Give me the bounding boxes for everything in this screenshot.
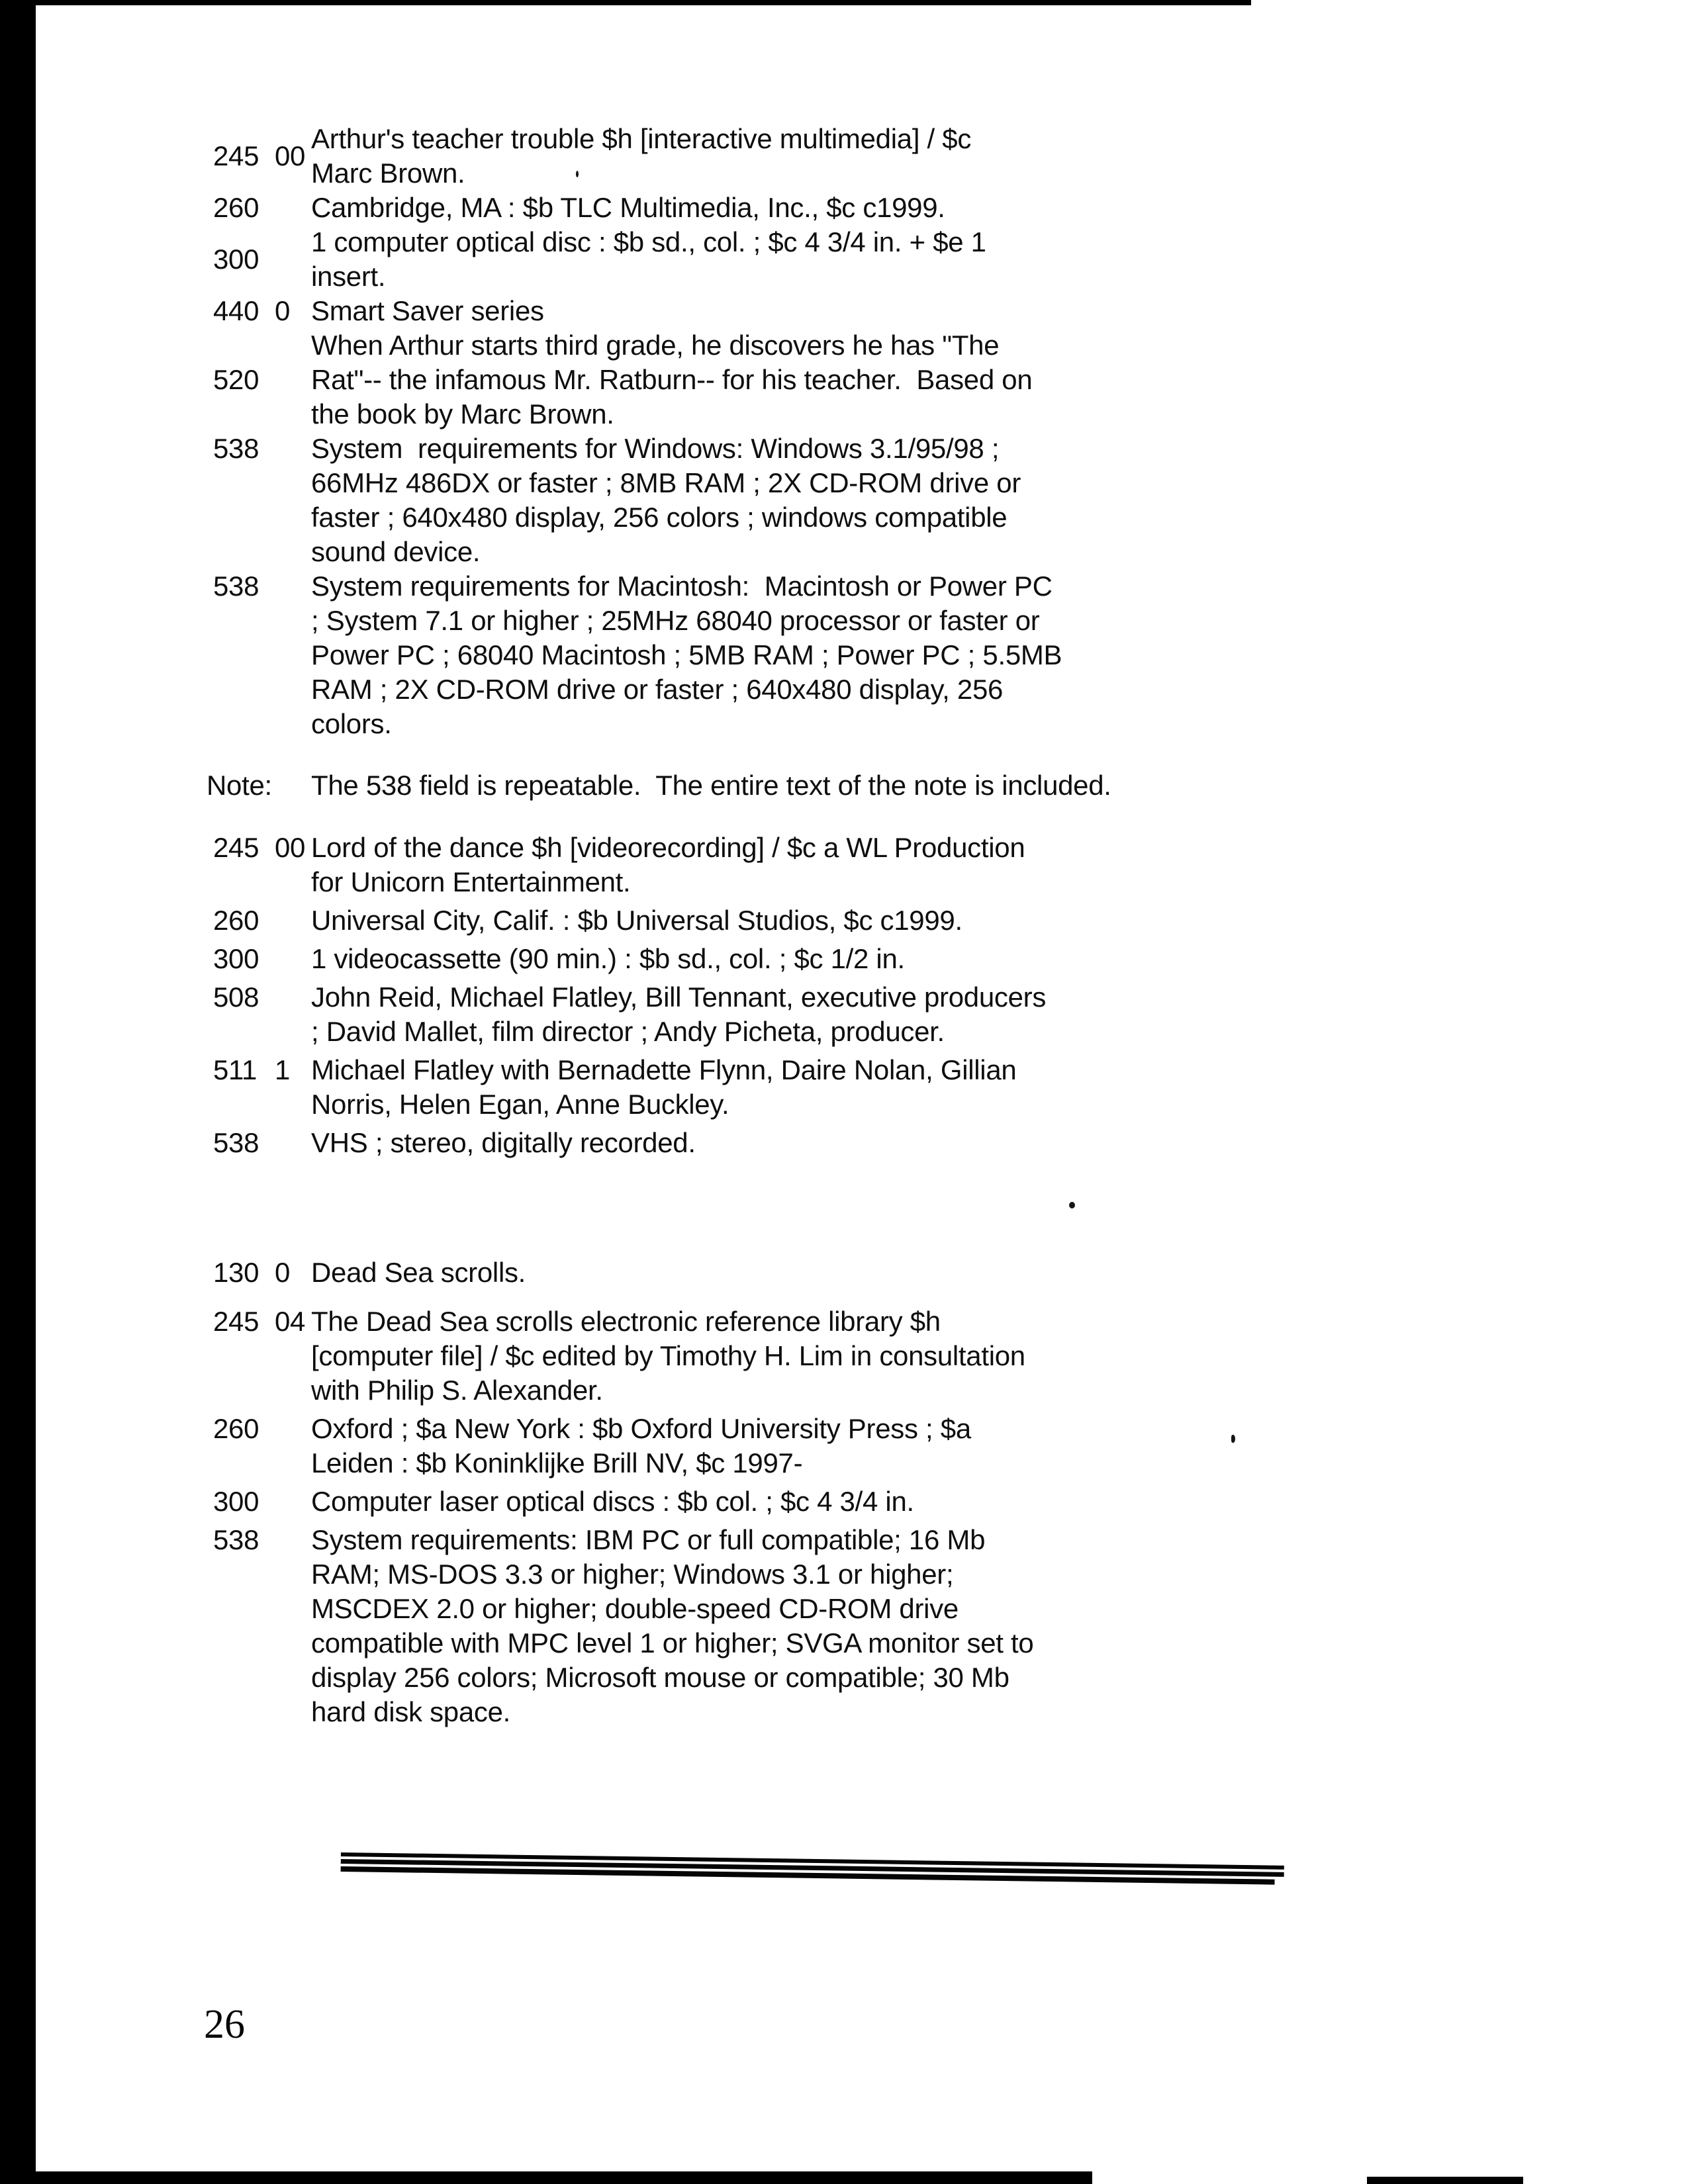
field-text-line: Power PC ; 68040 Macintosh ; 5MB RAM ; Power PC ; 5.5MB (311, 639, 1062, 670)
field-text-line: sound device. (311, 536, 481, 567)
field-text (311, 1126, 1352, 1160)
field-text (311, 1484, 1352, 1519)
marc-record-dead-sea-scrolls (213, 1255, 1352, 1729)
field-text-line: 1 computer optical disc : $b sd., col. ; $c 4 3/4 in. + $e 1 (311, 226, 986, 257)
field-text (311, 328, 1352, 432)
marc-record-arthurs-teacher-trouble (213, 122, 1352, 741)
marc-field-245 (213, 122, 1352, 191)
field-text-line: Rat"-- the infamous Mr. Ratburn-- for his teacher. Based on (311, 364, 1033, 395)
field-text-line: with Philip S. Alexander. (311, 1375, 603, 1406)
marc-field-508 (213, 980, 1352, 1049)
field-tag: 300 (213, 1486, 259, 1517)
field-text-line: ; David Mallet, film director ; Andy Picheta, producer. (311, 1016, 945, 1047)
field-tag: 245 (213, 832, 259, 863)
field-indicators: 1 (275, 1054, 291, 1085)
field-text-line: When Arthur starts third grade, he discovers he has "The (311, 330, 1000, 361)
field-text (311, 225, 1352, 294)
field-text (311, 942, 1352, 976)
field-text-line: System requirements for Windows: Windows 3.1/95/98 ; (311, 433, 1000, 464)
field-tag: 260 (213, 1413, 259, 1444)
field-text-line: Universal City, Calif. : $b Universal Studios, $c c1999. (311, 905, 962, 936)
field-text (311, 1304, 1352, 1408)
marc-field-245 (213, 1304, 1352, 1408)
field-text-line: Norris, Helen Egan, Anne Buckley. (311, 1089, 729, 1120)
marc-field-511 (213, 1053, 1352, 1122)
field-text (311, 191, 1352, 225)
field-text-line: The Dead Sea scrolls electronic reference library $h (311, 1306, 941, 1337)
field-indicators: 00 (275, 832, 306, 863)
marc-field-538 (213, 1126, 1352, 1160)
field-tag: 538 (213, 570, 259, 602)
page-number: 26 (204, 2002, 245, 2047)
field-text-line: Michael Flatley with Bernadette Flynn, Daire Nolan, Gillian (311, 1054, 1017, 1085)
field-tag: 508 (213, 981, 259, 1013)
field-text (311, 432, 1352, 569)
field-text-line: Smart Saver series (311, 295, 544, 326)
field-text (311, 903, 1352, 938)
marc-field-520 (213, 328, 1352, 432)
field-text-line: 66MHz 486DX or faster ; 8MB RAM ; 2X CD-ROM drive or (311, 467, 1021, 498)
field-text-line: the book by Marc Brown. (311, 398, 614, 430)
scan-edge-bottom-bar (0, 2171, 1092, 2184)
field-tag: 511 (213, 1054, 258, 1085)
marc-field-538 (213, 1523, 1352, 1729)
marc-field-300 (213, 1484, 1352, 1519)
field-text (311, 1255, 1352, 1290)
scan-edge-top-line (36, 0, 1251, 5)
ink-speck (1069, 1202, 1075, 1208)
field-text-line: ; System 7.1 or higher ; 25MHz 68040 processor or faster or (311, 605, 1040, 636)
field-text-line: hard disk space. (311, 1696, 511, 1727)
field-text-line: RAM; MS-DOS 3.3 or higher; Windows 3.1 or higher; (311, 1559, 954, 1590)
field-tag: 538 (213, 433, 259, 464)
field-tag: 130 (213, 1257, 259, 1288)
marc-field-260 (213, 1412, 1352, 1480)
field-text-line: Marc Brown. (311, 158, 465, 189)
field-tag: 300 (213, 244, 259, 275)
field-tag: 538 (213, 1127, 259, 1158)
marc-field-260 (213, 903, 1352, 938)
field-indicators: 0 (275, 1257, 291, 1288)
field-tag: 260 (213, 905, 259, 936)
field-text-line: RAM ; 2X CD-ROM drive or faster ; 640x480 display, 256 (311, 674, 1004, 705)
field-tag: 245 (213, 140, 259, 171)
marc-field-300 (213, 942, 1352, 976)
field-text (311, 1053, 1352, 1122)
field-text-line: Leiden : $b Koninklijke Brill NV, $c 1997- (311, 1447, 803, 1479)
field-text-line: compatible with MPC level 1 or higher; SVGA monitor set to (311, 1627, 1034, 1659)
marc-field-130 (213, 1255, 1352, 1290)
ink-speck (1231, 1435, 1235, 1443)
field-text-line: 1 videocassette (90 min.) : $b sd., col. ; $c 1/2 in. (311, 943, 905, 974)
field-text (311, 831, 1352, 899)
field-text (311, 569, 1352, 741)
field-tag: 520 (213, 364, 259, 395)
marc-field-300 (213, 225, 1352, 294)
field-text-line: Lord of the dance $h [videorecording] / $c a WL Production (311, 832, 1025, 863)
note-label: Note: (207, 770, 272, 801)
field-text (311, 1523, 1352, 1729)
field-text-line: John Reid, Michael Flatley, Bill Tennant, executive producers (311, 981, 1047, 1013)
field-text-line: for Unicorn Entertainment. (311, 866, 631, 897)
marc-field-538 (213, 569, 1352, 741)
field-tag: 440 (213, 295, 259, 326)
field-indicators: 04 (275, 1306, 306, 1337)
field-text-line: VHS ; stereo, digitally recorded. (311, 1127, 696, 1158)
marc-field-440 (213, 294, 1352, 328)
field-text (311, 1412, 1352, 1480)
marc-field-538 (213, 432, 1352, 569)
field-text-line: MSCDEX 2.0 or higher; double-speed CD-ROM drive (311, 1593, 959, 1624)
field-text-line: insert. (311, 261, 386, 292)
field-text (311, 294, 1352, 328)
field-tag: 538 (213, 1524, 259, 1555)
marc-field-245 (213, 831, 1352, 899)
scan-edge-left-bar (0, 0, 36, 2184)
ink-speck (576, 171, 579, 177)
scan-edge-bottom-mark (1367, 2177, 1523, 2184)
field-text (311, 122, 1352, 191)
field-text-line: [computer file] / $c edited by Timothy H. Lim in consultation (311, 1340, 1025, 1371)
marc-record-lord-of-the-dance (213, 831, 1352, 1160)
separator-rule (341, 1852, 1284, 1885)
note-text: The 538 field is repeatable. The entire text of the note is included. (311, 770, 1111, 801)
field-tag: 245 (213, 1306, 259, 1337)
field-text-line: System requirements: IBM PC or full compatible; 16 Mb (311, 1524, 986, 1555)
field-tag: 300 (213, 943, 259, 974)
field-tag: 260 (213, 192, 259, 223)
field-text-line: Computer laser optical discs : $b col. ; $c 4 3/4 in. (311, 1486, 914, 1517)
field-text-line: Cambridge, MA : $b TLC Multimedia, Inc., $c c1999. (311, 192, 945, 223)
marc-field-260 (213, 191, 1352, 225)
field-text-line: Arthur's teacher trouble $h [interactive multimedia] / $c (311, 123, 972, 154)
field-indicators: 00 (275, 140, 306, 171)
field-text-line: System requirements for Macintosh: Macintosh or Power PC (311, 570, 1053, 602)
field-text-line: display 256 colors; Microsoft mouse or compatible; 30 Mb (311, 1662, 1009, 1693)
field-text (311, 980, 1352, 1049)
note (207, 768, 1111, 803)
field-text-line: Dead Sea scrolls. (311, 1257, 526, 1288)
field-text-line: colors. (311, 708, 392, 739)
field-text-line: Oxford ; $a New York : $b Oxford University Press ; $a (311, 1413, 971, 1444)
field-text-line: faster ; 640x480 display, 256 colors ; windows compatible (311, 502, 1008, 533)
field-indicators: 0 (275, 295, 291, 326)
